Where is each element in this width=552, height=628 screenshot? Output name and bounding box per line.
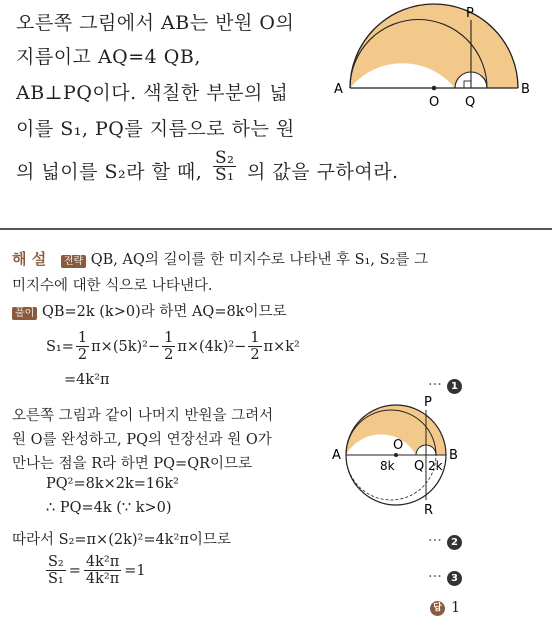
answer-value: 1: [451, 600, 461, 616]
answer: [430, 600, 460, 616]
mark-3-badge: 3: [447, 571, 462, 586]
solve-tag: 풀이: [12, 307, 37, 320]
definition-line: [12, 300, 287, 321]
ratio-num: S₂: [48, 554, 64, 570]
text-line-3: 만나는 점을 R라 하면 PQ=QR이므로: [12, 456, 253, 472]
fraction-denominator: S₁: [215, 165, 235, 185]
strategy-line-1: QB, AQ의 길이를 한 미지수로 나타낸 후 S₁, S₂를 그: [90, 252, 428, 268]
label-O: O: [429, 95, 440, 110]
label-P: P: [466, 6, 474, 21]
text-line-2: 원 O를 완성하고, PQ의 연장선과 원 O가: [12, 432, 272, 448]
ratio-den: S₁: [48, 571, 64, 587]
answer-tag: 답: [430, 601, 445, 616]
mark-3: ··· 3: [428, 566, 462, 586]
label-P2: P: [424, 395, 432, 410]
problem-line-2: 지름이고 AQ=4 QB,: [16, 46, 201, 68]
solution-header: 해 설: [12, 250, 47, 268]
label-Q2: Q: [414, 459, 425, 474]
s1-lhs: S₁=: [46, 338, 74, 355]
mark-1-badge: 1: [447, 379, 462, 394]
label-8k: 8k: [380, 459, 395, 473]
pq-value: ∴ PQ=4k (∵ k>0): [46, 500, 172, 516]
label-B2: B: [449, 448, 458, 463]
problem-line-1: 오른쪽 그림에서 AB는 반원 O의: [16, 12, 295, 34]
label-2k: 2k: [428, 459, 443, 473]
fraction-numerator: S₂: [215, 148, 235, 168]
problem-line-4: 이를 S₁, PQ를 지름으로 하는 원: [16, 118, 295, 140]
mark-1: ··· 1: [428, 374, 462, 394]
s1-term-2: π×(4k)²−: [177, 338, 247, 355]
half-num-3: 1: [250, 330, 260, 346]
problem-line-5b: 의 값을 구하여라.: [247, 161, 399, 183]
problem-fraction: [213, 150, 236, 183]
semicircle-figure: [328, 0, 552, 110]
label-R: R: [424, 503, 434, 518]
ratio-value: =1: [124, 562, 146, 579]
label-A2: A: [332, 448, 341, 463]
mark-2-badge: 2: [447, 535, 462, 550]
mark-2: ··· 2: [428, 530, 462, 550]
problem-line-5a: 의 넓이를 S₂라 할 때,: [16, 161, 203, 183]
half-den-3: 2: [250, 347, 260, 363]
s1-result: =4k²π: [64, 372, 110, 388]
s1-term-1: π×(5k)²−: [91, 338, 161, 355]
ratio-r-num: 4k²π: [85, 554, 120, 570]
problem-line-3: AB⊥PQ이다. 색칠한 부분의 넓: [16, 82, 289, 104]
strategy-tag: 전략: [61, 255, 86, 268]
label-B: B: [521, 82, 530, 97]
half-num-2: 1: [164, 330, 174, 346]
label-A: A: [334, 82, 343, 97]
label-O2: O: [393, 438, 404, 453]
ratio-r-den: 4k²π: [85, 571, 120, 587]
pq-squared: PQ²=8k×2k=16k²: [46, 476, 179, 492]
label-Q: Q: [465, 95, 476, 110]
definition-text: QB=2k (k>0)라 하면 AQ=8k이므로: [41, 304, 287, 320]
solution-section: [12, 248, 428, 269]
text-line-1: 오른쪽 그림과 같이 나머지 반원을 그려서: [12, 408, 274, 424]
half-den-2: 2: [164, 347, 174, 363]
s2-line: 따라서 S₂=π×(2k)²=4k²π이므로: [12, 532, 231, 548]
ratio-equals: =: [68, 562, 81, 579]
full-circle-figure: [326, 392, 466, 522]
half-den-1: 2: [77, 347, 88, 363]
strategy-line-2: 미지수에 대한 식으로 나타낸다.: [12, 278, 213, 294]
s1-term-3: π×k²: [263, 338, 300, 355]
ratio-equation: [46, 554, 146, 587]
s1-equation: [46, 330, 300, 363]
divider: [0, 228, 552, 230]
half-num-1: 1: [77, 330, 88, 346]
